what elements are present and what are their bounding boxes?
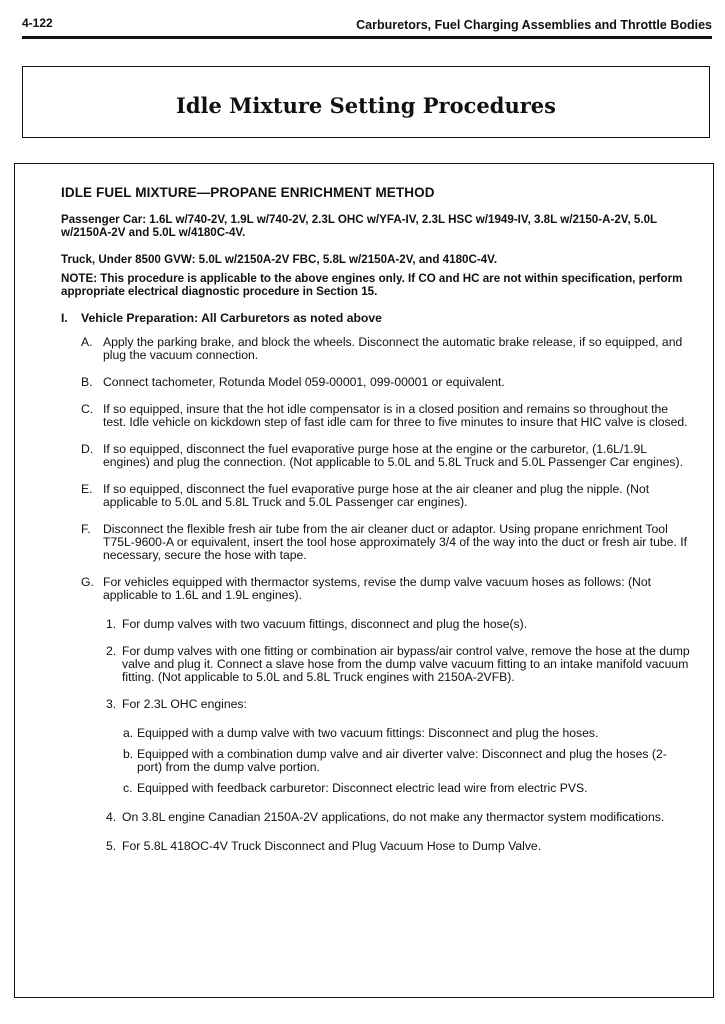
step-a [61, 336, 691, 362]
page-number: 4-122 [22, 16, 53, 30]
item-text: For dump valves with one fitting or combination air bypass/air control valve, remove the hose at the dump valve and plug it. Connect a slave hose from the dump valve vacuum fitting to an intake manifold vacuum fitting. (Not applicable to 5.0L and 5.8L Truck engines with 2150A-2VFB). [122, 644, 690, 684]
step-f [61, 523, 691, 562]
passenger-car-applicability: Passenger Car: 1.6L w/740-2V, 1.9L w/740-2V, 2.3L OHC w/YFA-IV, 2.3L HSC w/1949-IV, 3.8L w/2150-A-2V, 5.0L w/2150A-2V and 5.0L w/4180C-4V. [61, 213, 657, 239]
item-marker: 4. [106, 810, 117, 824]
item-marker: a. [123, 726, 134, 740]
step-marker: D. [81, 442, 94, 456]
step-marker: B. [81, 375, 93, 389]
g-item-5 [61, 840, 691, 853]
step-c [61, 403, 691, 429]
step-g [61, 576, 691, 602]
title-box [22, 66, 710, 138]
step-e [61, 483, 691, 509]
item-text: On 3.8L engine Canadian 2150A-2V applications, do not make any thermactor system modifications. [122, 810, 665, 824]
section-i-heading [61, 312, 691, 325]
truck-applicability: Truck, Under 8500 GVW: 5.0L w/2150A-2V FBC, 5.8L w/2150A-2V, and 4180C-4V. [61, 253, 498, 266]
item-marker: 1. [106, 617, 117, 631]
g-item-2 [61, 645, 691, 684]
procedure-heading: IDLE FUEL MIXTURE—PROPANE ENRICHMENT METHOD [61, 185, 435, 200]
step-d [61, 443, 691, 469]
step-text: If so equipped, insure that the hot idle compensator is in a closed position and remains so throughout the test. Idle vehicle on kickdown step of fast idle cam for three to five minutes to insure that HIC valve is closed. [103, 402, 688, 429]
section-title: Carburetors, Fuel Charging Assemblies and Throttle Bodies [356, 18, 712, 32]
step-text: Disconnect the flexible fresh air tube from the air cleaner duct or adaptor. Using propane enrichment Tool T75L-9600-A or equivalent, insert the tool hose approximately 3/4 of the way into the duct or fresh air tube. If necessary, secure the hose with tape. [103, 522, 687, 562]
item-marker: b. [123, 747, 134, 761]
step-text: If so equipped, disconnect the fuel evaporative purge hose at the engine or the carburetor, (1.6L/1.9L engines) and plug the connection. (Not applicable to 5.0L and 5.8L Truck and 5.0L Passenger Car engines). [103, 442, 683, 469]
g-item-3 [61, 698, 691, 711]
step-text: Connect tachometer, Rotunda Model 059-00001, 099-00001 or equivalent. [103, 375, 505, 389]
step-marker: G. [81, 575, 94, 589]
step-marker: A. [81, 335, 93, 349]
item-marker: c. [123, 781, 133, 795]
ohc-item-b [61, 748, 691, 774]
step-marker: F. [81, 522, 91, 536]
section-marker: I. [61, 311, 68, 325]
item-marker: 3. [106, 697, 117, 711]
note: NOTE: This procedure is applicable to the above engines only. If CO and HC are not within specification, perform appropriate electrical diagnostic procedure in Section 15. [61, 272, 683, 298]
item-text: Equipped with feedback carburetor: Disconnect electric lead wire from electric PVS. [137, 781, 588, 795]
item-text: For 5.8L 418OC-4V Truck Disconnect and Plug Vacuum Hose to Dump Valve. [122, 839, 542, 853]
procedure-box [14, 163, 714, 998]
g-item-4 [61, 811, 691, 824]
ohc-item-c [61, 782, 691, 795]
page-header [22, 14, 712, 39]
step-marker: E. [81, 482, 93, 496]
step-b [61, 376, 691, 389]
step-text: Apply the parking brake, and block the wheels. Disconnect the automatic brake release, if so equipped, and plug the vacuum connection. [103, 335, 683, 362]
item-marker: 2. [106, 644, 117, 658]
step-text: For vehicles equipped with thermactor systems, revise the dump valve vacuum hoses as follows: (Not applicable to 1.6L and 1.9L engines). [103, 575, 651, 602]
item-text: For dump valves with two vacuum fittings, disconnect and plug the hose(s). [122, 617, 528, 631]
step-marker: C. [81, 402, 94, 416]
item-text: Equipped with a dump valve with two vacuum fittings: Disconnect and plug the hoses. [137, 726, 599, 740]
section-title-text: Vehicle Preparation: All Carburetors as noted above [81, 311, 382, 325]
ohc-item-a [61, 727, 691, 740]
item-text: Equipped with a combination dump valve and air diverter valve: Disconnect and plug the hoses (2-port) from the dump valve portion. [137, 747, 667, 774]
page-title: Idle Mixture Setting Procedures [176, 93, 556, 118]
procedure-content [61, 186, 691, 853]
item-marker: 5. [106, 839, 117, 853]
g-item-1 [61, 618, 691, 631]
step-text: If so equipped, disconnect the fuel evaporative purge hose at the air cleaner and plug the nipple. (Not applicable to 5.0L and 5.8L Truck and 5.0L Passenger car engines). [103, 482, 650, 509]
item-text: For 2.3L OHC engines: [122, 697, 247, 711]
